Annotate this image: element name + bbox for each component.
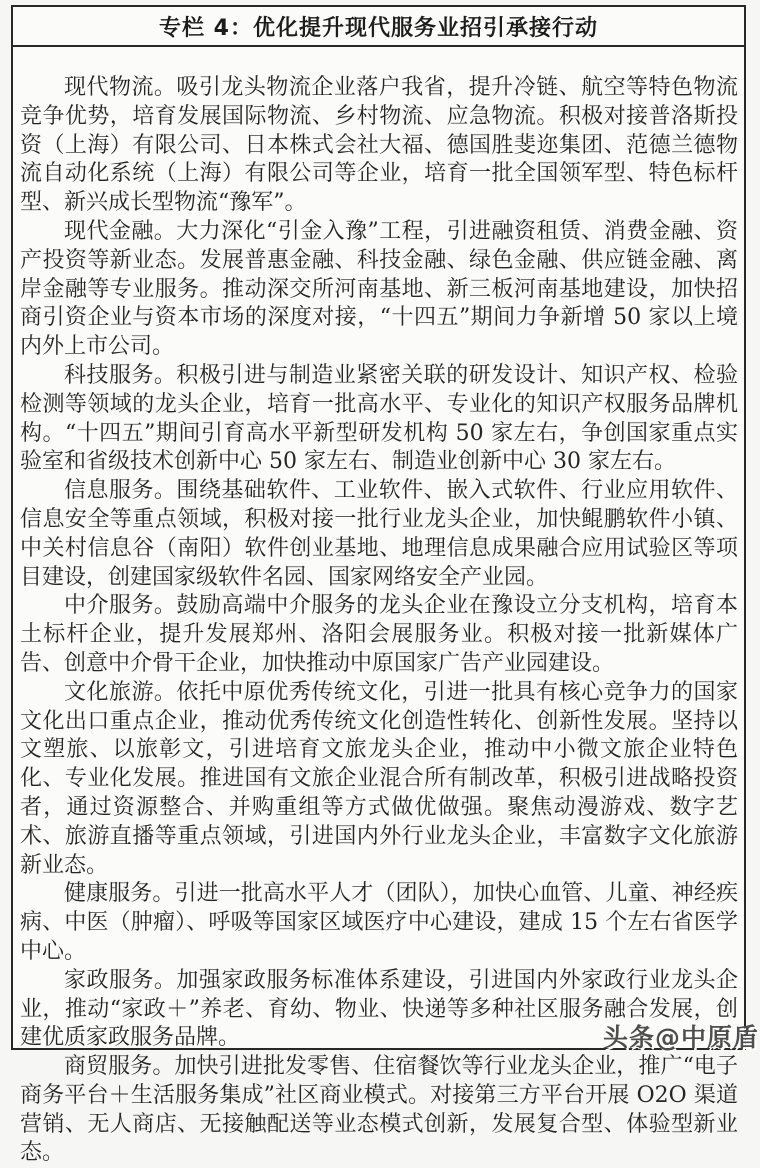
feature-box — [11, 5, 746, 1166]
feature-box-title: 专栏 4：优化提升现代服务业招引承接行动 — [13, 7, 744, 47]
paragraph-info-services: 信息服务。围绕基础软件、工业软件、嵌入式软件、行业应用软件、信息安全等重点领域，积极对接一批行业龙头企业，加快鲲鹏软件小镇、中关村信息谷（南阳）软件创业基地、地理信息成果融合应用试验区等项目建设，创建国家级软件名园、国家网络安全产业园。 — [20, 478, 738, 590]
feature-box-body — [13, 47, 744, 1168]
paragraph-intermediary-services: 中介服务。鼓励高端中介服务的龙头企业在豫设立分支机构，培育本土标杆企业，提升发展郑州、洛阳会展服务业。积极对接一批新媒体广告、创意中介骨干企业，加快推动中原国家广告产业园建设。 — [20, 593, 738, 676]
toutiao-watermark: 头条@中原盾 — [602, 1023, 759, 1052]
paragraph-housekeeping-services: 家政服务。加强家政服务标准体系建设，引进国内外家政行业龙头企业，推动“家政＋”养老、育幼、物业、快递等多种社区服务融合发展，创建优质家政服务品牌。 — [20, 967, 738, 1051]
paragraph-health-services: 健康服务。引进一批高水平人才（团队），加快心血管、儿童、神经疾病、中医（肿瘤）、呼吸等国家区域医疗中心建设，建成 15 个左右省医学中心。 — [20, 881, 738, 964]
paragraph-modern-logistics: 现代物流。吸引龙头物流企业落户我省，提升冷链、航空等特色物流竞争优势，培育发展国际物流、乡村物流、应急物流。积极对接普洛斯投资（上海）有限公司、日本株式会社大福、德国胜斐迩集团、范德兰德物流自动化系统（上海）有限公司等企业，培育一批全国领军型、特色标杆型、新兴成长型物流“豫军”。 — [20, 75, 738, 216]
paragraph-modern-finance: 现代金融。大力深化“引金入豫”工程，引进融资租赁、消费金融、资产投资等新业态。发展普惠金融、科技金融、绿色金融、供应链金融、离岸金融等专业服务。推动深交所河南基地、新三板河南基地建设，加快招商引资企业与资本市场的深度对接，“十四五”期间力争新增 50 家以上境内外上市公司。 — [20, 218, 738, 360]
paragraph-culture-tourism: 文化旅游。依托中原优秀传统文化，引进一批具有核心竞争力的国家文化出口重点企业，推动优秀传统文化创造性转化、创新性发展。坚持以文塑旅、以旅彰文，引进培育文旅龙头企业，推动中小微文旅企业特色化、专业化发展。推进国有文旅企业混合所有制改革，积极引进战略投资者，通过资源整合、并购重组等方式做优做强。聚焦动漫游戏、数字艺术、旅游直播等重点领域，引进国内外行业龙头企业，丰富数字文化旅游新业态。 — [20, 679, 738, 878]
paragraph-commerce-services: 商贸服务。加快引进批发零售、住宿餐饮等行业龙头企业，推广“电子商务平台＋生活服务集成”社区商业模式。对接第三方平台开展 O2O 渠道营销、无人商店、无接触配送等业态模式创新，发展复合型、体验型新业态。 — [20, 1054, 738, 1166]
paragraph-tech-services: 科技服务。积极引进与制造业紧密关联的研发设计、知识产权、检验检测等领域的龙头企业，培育一批高水平、专业化的知识产权服务品牌机构。“十四五”期间引育高水平新型研发机构 50 家左右，争创国家重点实验室和省级技术创新中心 50 家左右、制造业创新中心 30 家左右。 — [20, 362, 738, 475]
